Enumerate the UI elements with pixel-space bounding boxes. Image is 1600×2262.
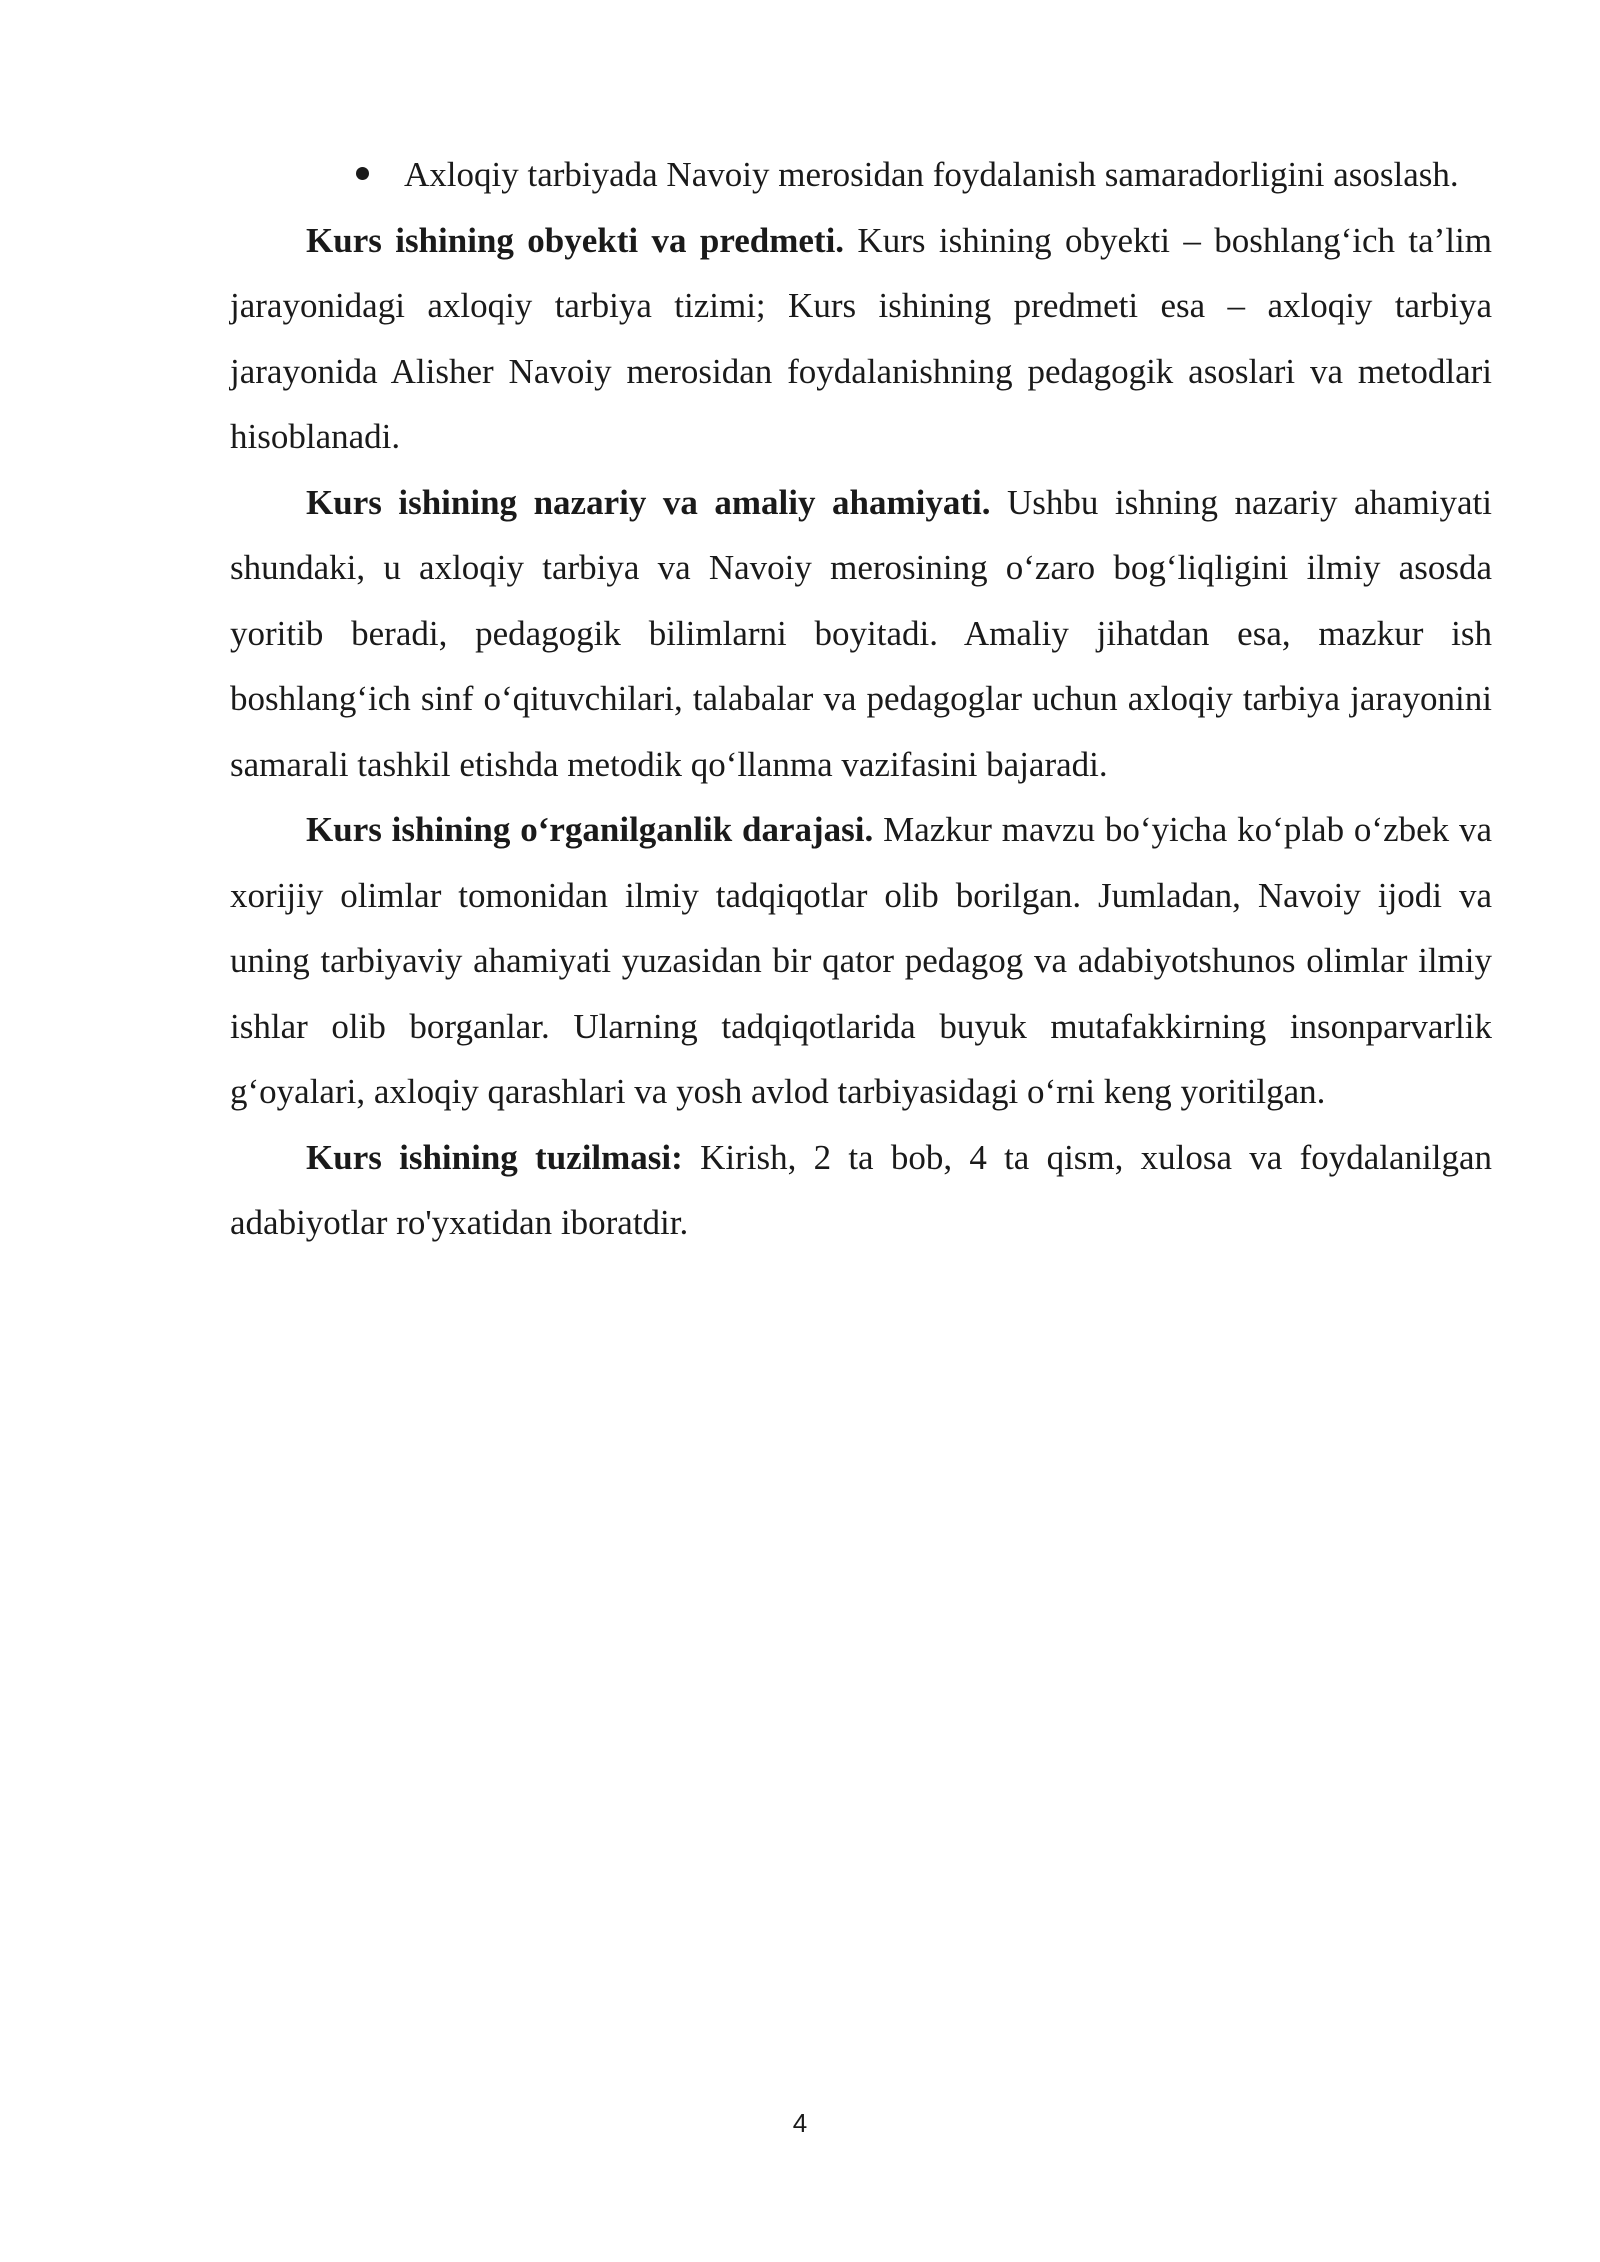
page-content <box>230 142 1492 1256</box>
paragraph-heading: Kurs ishining o‘rganilganlik darajasi. <box>306 810 874 849</box>
paragraph-text: Ushbu ishning nazariy ahamiyati shundaki, u axloqiy tarbiya va Navoiy merosining o‘zaro bog‘liqligini ilmiy asosda yoritib beradi, pedagogik bilimlarni boyitadi. Amaliy jihatdan esa, mazkur ish boshlang‘ich sinf o‘qituvchilari, talabalar va pedagoglar uchun axloqiy tarbiya jarayonini samarali tashkil etishda metodik qo‘llanma vazifasini bajaradi. <box>230 482 1493 784</box>
bullet-icon <box>356 167 369 180</box>
paragraph-heading: Kurs ishining nazariy va amaliy ahamiyati. <box>306 482 991 522</box>
list-item-text: Axloqiy tarbiyada Navoiy merosidan foydalanish samaradorligini asoslash. <box>404 155 1459 194</box>
paragraph-text: Mazkur mavzu bo‘yicha ko‘plab o‘zbek va xorijiy olimlar tomonidan ilmiy tadqiqotlar olib borilgan. Jumladan, Navoiy ijodi va uning tarbiyaviy ahamiyati yuzasidan bir qator pedagog va adabiyotshunos olimlar ilmiy ishlar olib borganlar. Ularning tadqiqotlarida buyuk mutafakkirning insonparvarlik g‘oyalari, axloqiy qarashlari va yosh avlod tarbiyasidagi o‘rni keng yoritilgan. <box>230 810 1492 1111</box>
paragraph-study-level <box>230 797 1492 1125</box>
list-item <box>404 142 1492 208</box>
page-number: 4 <box>792 2108 808 2138</box>
paragraph-heading: Kurs ishining obyekti va predmeti. <box>306 220 845 260</box>
paragraph-structure <box>230 1125 1492 1256</box>
paragraph-significance <box>230 470 1492 798</box>
paragraph-object-subject <box>230 208 1492 470</box>
paragraph-heading: Kurs ishining tuzilmasi: <box>306 1137 683 1177</box>
paragraph-text: Kirish, 2 ta bob, 4 ta qism, xulosa va foydalanilgan adabiyotlar ro'yxatidan iboratdir. <box>230 1137 1493 1242</box>
paragraph-text: Kurs ishining obyekti – boshlang‘ich ta’lim jarayonidagi axloqiy tarbiya tizimi; Kurs ishining predmeti esa – axloqiy tarbiya jarayonida Alisher Navoiy merosidan foydalanishning pedagogik asoslari va metodlari hisoblanadi. <box>230 220 1492 456</box>
